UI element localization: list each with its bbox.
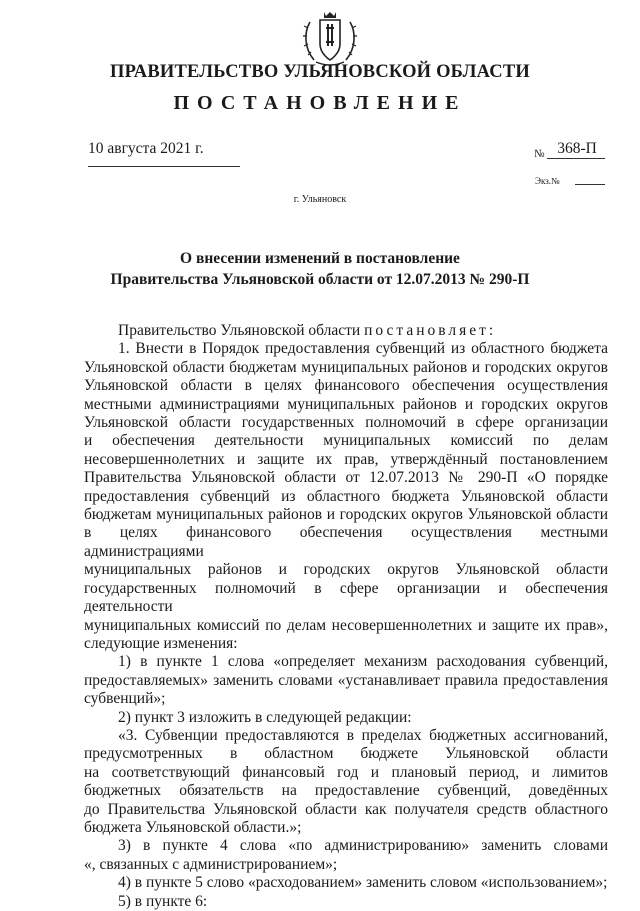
body-line: государственных полномочий в сфере организации и обеспечения деятельности <box>84 579 608 616</box>
body-line: Правительства Ульяновской области от 12.07.2013 № 290-П «О порядке <box>84 469 608 487</box>
body-line: Ульяновской области бюджетам муниципальных районов и городских округов <box>84 358 608 376</box>
body-line: предоставления субвенций из областного бюджета Ульяновской области <box>84 487 608 505</box>
document-date: 10 августа 2021 г. <box>88 140 204 157</box>
body-line: «3. Субвенции предоставляются в пределах бюджетных ассигнований, <box>118 726 608 744</box>
body-line: Ульяновской области в целях финансового обеспечения осуществления <box>84 377 608 395</box>
body-line: 1) в пункте 1 слова «определяет механизм расходования субвенций, <box>118 653 608 671</box>
subject-line-1: О внесении изменений в постановление <box>180 250 460 267</box>
body-line: бюджетных обязательств на предоставление субвенций, доведённых <box>84 782 608 800</box>
copy-number-label: Экз.№ <box>535 176 560 186</box>
body-line: Ульяновской области государственных полномочий в сфере организации <box>84 414 608 432</box>
body-line: следующие изменения: <box>84 634 238 652</box>
body-line: субвенций»; <box>84 690 166 708</box>
subject-line-2: Правительства Ульяновской области от 12.07.2013 № 290-П <box>110 271 530 288</box>
body-line: бюджета Ульяновской области.»; <box>84 818 302 836</box>
body-line: несовершеннолетних и защите их прав, утверждённый постановлением <box>84 450 608 468</box>
coat-of-arms-icon <box>302 8 358 68</box>
body-line: 1. Внести в Порядок предоставления субвенций из областного бюджета <box>118 340 608 358</box>
body-line: бюджетам муниципальных районов и городских округов Ульяновской области <box>84 506 608 524</box>
document-body <box>84 322 608 911</box>
body-line: предусмотренных в областном бюджете Ульяновской области <box>84 745 608 763</box>
body-line: предоставляемых» заменить словами «устанавливает правила предоставления <box>84 671 608 689</box>
body-line: до Правительства Ульяновской области как получателя средств областного <box>84 800 608 818</box>
intro-text: Правительство Ульяновской области <box>118 322 365 339</box>
body-line: местными администрациями муниципальных районов и городских округов <box>84 395 608 413</box>
number-sign: № <box>534 148 545 160</box>
document-number: 368-П <box>557 140 597 157</box>
body-intro <box>84 322 608 340</box>
body-line: 3) в пункте 4 слова «по администрированию» заменить словами <box>118 837 608 855</box>
document-subject <box>0 248 640 290</box>
intro-decree-word: постановляет: <box>364 322 497 339</box>
date-underline <box>88 166 240 167</box>
body-line: в целях финансового обеспечения осуществления местными администрациями <box>84 524 608 560</box>
body-line: на соответствующий финансовый год и плановый период, и лимитов <box>84 763 608 781</box>
body-line: муниципальных районов и городских округов Ульяновской области <box>84 561 608 579</box>
document-type-title: ПОСТАНОВЛЕНИЕ <box>173 92 467 114</box>
body-line: муниципальных комиссий по делам несовершеннолетних и защите их прав», <box>84 616 608 634</box>
organization-title: ПРАВИТЕЛЬСТВО УЛЬЯНОВСКОЙ ОБЛАСТИ <box>110 62 530 82</box>
body-line: «, связанных с администрированием»; <box>84 855 338 873</box>
body-line: и обеспечения деятельности муниципальных комиссий по делам <box>84 432 608 450</box>
number-underline <box>547 158 605 159</box>
city: г. Ульяновск <box>293 194 347 205</box>
copy-number-underline <box>575 184 605 185</box>
body-line: 5) в пункте 6: <box>118 892 208 910</box>
body-line: 2) пункт 3 изложить в следующей редакции: <box>118 708 412 726</box>
body-line: 4) в пункте 5 слово «расходованием» заменить словом «использованием»; <box>118 874 608 892</box>
